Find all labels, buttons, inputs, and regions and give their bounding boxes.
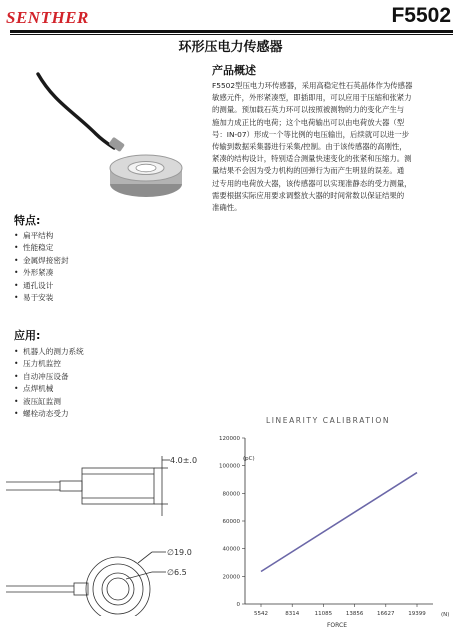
x-tick-label: 5542 — [254, 611, 268, 617]
list-item: • 自动冲压设备 — [14, 371, 194, 383]
series-line — [261, 473, 417, 572]
y-tick-label: 40000 — [222, 546, 240, 553]
overview-line: 紧凑的结构设计，特别适合测量快速变化的张紧和压缩力。测 — [212, 154, 412, 164]
list-item: • 性能稳定 — [14, 242, 194, 254]
y-tick-label: 60000 — [222, 519, 240, 525]
list-item: • 通孔设计 — [14, 280, 194, 292]
overview-line: 需要根据实际应用要求调整放大器的时间常数以保证结果的 — [212, 190, 405, 200]
x-axis-unit: (N) — [441, 612, 450, 618]
y-tick-label: 0 — [236, 602, 240, 608]
list-item: • 螺栓动态受力 — [14, 408, 194, 420]
outer-diameter-dimension: ∅19.0 — [167, 548, 192, 557]
y-tick-label: 20000 — [222, 574, 240, 581]
list-item: • 点焊机械 — [14, 383, 194, 395]
y-axis-label: (pC) — [243, 456, 255, 462]
linearity-chart — [205, 430, 455, 630]
list-item: • 液压缸监测 — [14, 396, 194, 408]
list-item: • 扁平结构 — [14, 230, 194, 242]
model-number: F5502 — [391, 4, 451, 27]
features-heading: 特点: — [14, 214, 41, 227]
overview-line: 敏感元件，外形紧凑型，即插即用，可以应用于压缩和张紧力 — [212, 93, 412, 103]
overview-text — [212, 80, 446, 214]
technical-drawing — [0, 446, 215, 616]
overview-line: 的测量。预加载石英力环可以按照被测物的力的变化产生与 — [212, 105, 405, 115]
thickness-dimension: 4.0±.0 — [170, 456, 198, 465]
list-item: • 机器人的测力系统 — [14, 346, 194, 358]
inner-diameter-dimension: ∅6.5 — [167, 568, 187, 577]
x-tick-label: 13856 — [345, 611, 364, 617]
overview-line: F5502型压电力环传感器，采用高稳定性石英晶体作为传感器 — [212, 81, 413, 90]
chart-title: LINEARITY CALIBRATION — [265, 416, 391, 425]
brand-logo: SENTHER — [6, 8, 89, 27]
x-tick-label: 8314 — [285, 611, 300, 617]
x-tick-label: 16627 — [377, 611, 395, 617]
applications-list — [14, 346, 194, 420]
y-tick-label: 100000 — [219, 463, 240, 470]
overview-line: 准确性。 — [212, 203, 242, 213]
list-item: • 易于安装 — [14, 292, 194, 304]
page-title: 环形压电力传感器 — [178, 40, 283, 55]
x-tick-label: 19399 — [408, 611, 426, 617]
overview-line: 号：IN-07）形成一个等比例的电压输出，后续就可以进一步 — [212, 129, 410, 139]
overview-line: 量结果不会因为受力机构的回弹行为而产生明显的误差。通 — [212, 166, 405, 176]
features-list — [14, 230, 194, 304]
x-axis-ticks — [254, 604, 426, 617]
overview-line: 传输到数据采集器进行采集/控制。由于该传感器的高刚性， — [212, 142, 407, 152]
x-axis-label: FORCE — [326, 622, 348, 629]
overview-line: 施加力成正比的电荷；这个电荷输出可以由电荷放大器（型 — [212, 117, 405, 127]
header-divider — [10, 30, 453, 33]
list-item: • 压力机监控 — [14, 358, 194, 370]
applications-heading: 应用: — [14, 329, 41, 342]
list-item: • 金属焊接密封 — [14, 255, 194, 267]
y-tick-label: 80000 — [222, 491, 240, 498]
chart-axes — [245, 438, 433, 604]
overview-heading: 产品概述 — [212, 64, 256, 77]
list-item: • 外形紧凑 — [14, 267, 194, 279]
y-axis-ticks — [219, 436, 245, 608]
x-tick-label: 11085 — [314, 611, 333, 617]
product-photo — [34, 72, 184, 204]
chart-series — [261, 473, 417, 572]
overview-line: 过专用的电荷放大器，该传感器可以实现准静态的受力测量， — [212, 178, 412, 188]
y-tick-label: 120000 — [219, 436, 240, 442]
